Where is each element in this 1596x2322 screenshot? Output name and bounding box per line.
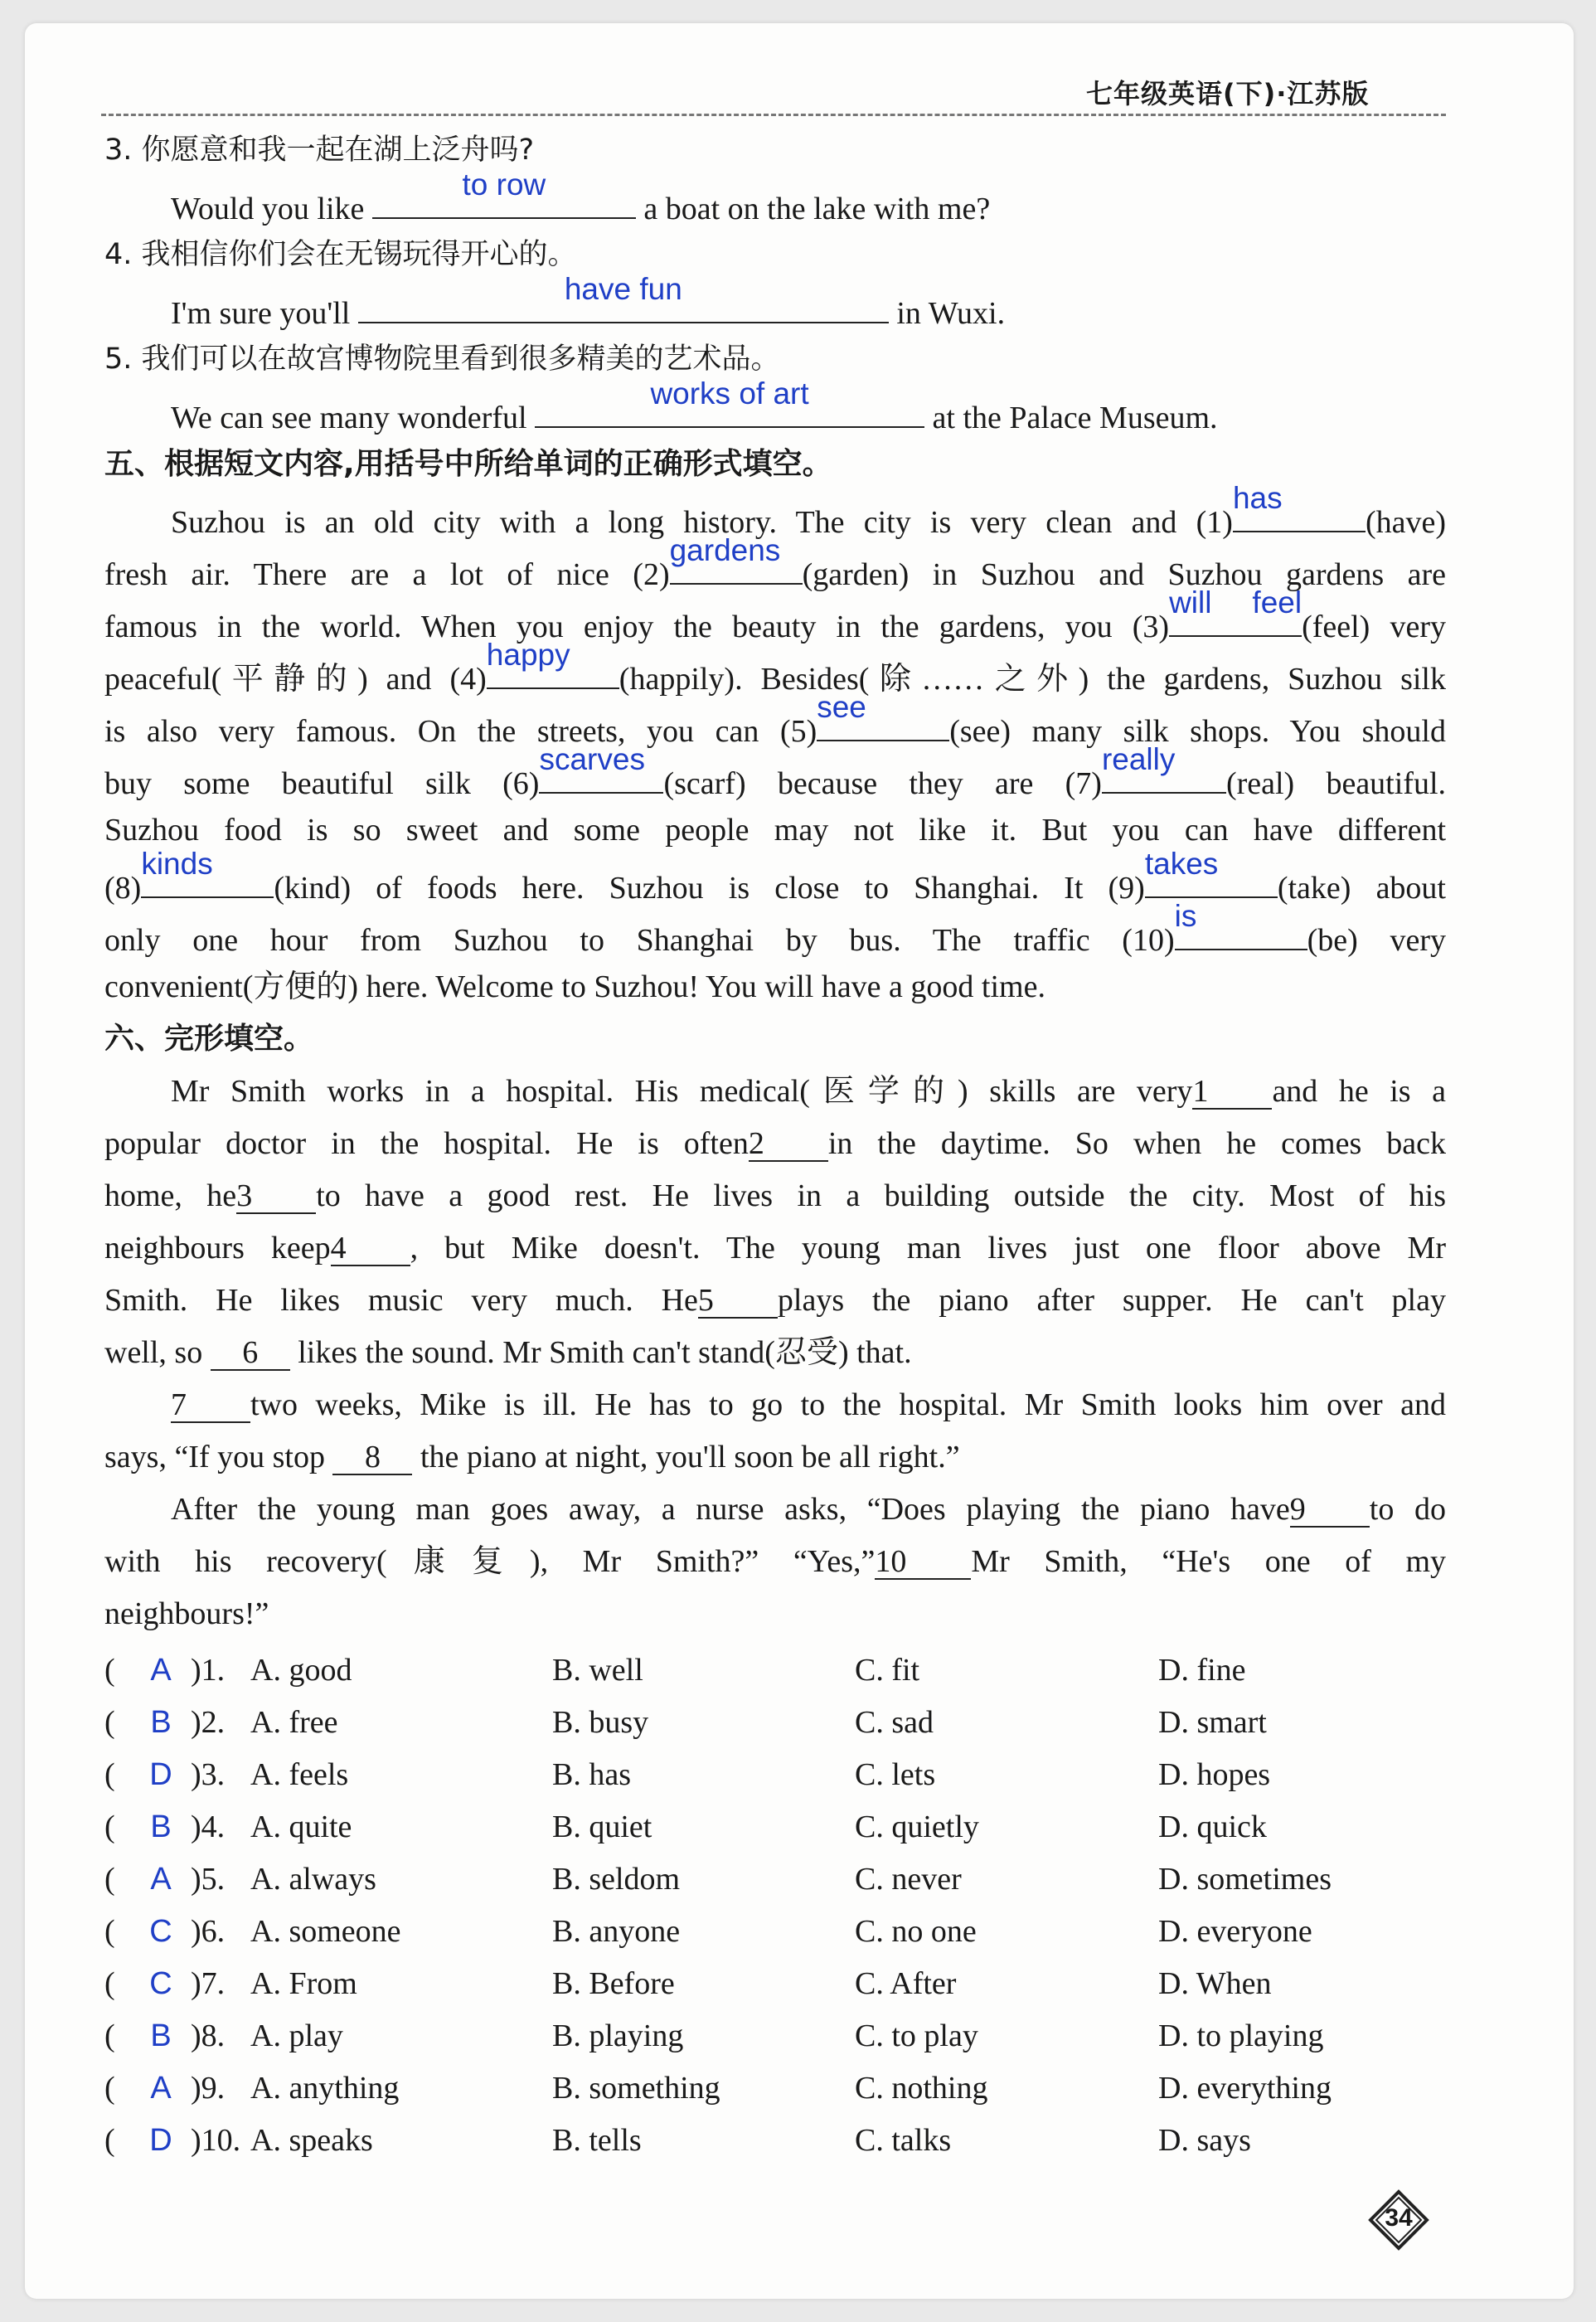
answer-choice[interactable]: A (150, 1653, 172, 1688)
passage-line: (8) kinds (kind) of foods here. Suzhou is close to Shanghai. It (9) takes (take) about (104, 847, 1446, 906)
answer-blank[interactable] (372, 168, 636, 219)
option-c[interactable]: C. talks (855, 2123, 952, 2158)
option-d[interactable]: D. everyone (1158, 1914, 1312, 1949)
option-b[interactable]: B. something (552, 2071, 720, 2106)
translation-item-4-english: I'm sure you'll have fun in Wuxi. (171, 272, 1006, 331)
translation-item-4-chinese: 4. 我相信你们会在无锡玩得开心的。 (104, 238, 577, 271)
option-d[interactable]: D. everything (1158, 2071, 1332, 2106)
option-b[interactable]: B. busy (552, 1705, 649, 1740)
cloze-line: says, “If you stop 8 the piano at night, you'll soon be all right.” (104, 1440, 960, 1474)
option-a[interactable]: A. always (250, 1862, 376, 1897)
option-a[interactable]: A. feels (250, 1757, 349, 1792)
cloze-blank[interactable]: 7 (171, 1388, 250, 1423)
question-number: )6. (191, 1914, 226, 1949)
answer-choice[interactable]: A (150, 1862, 172, 1897)
choice-row-4 (104, 1807, 1446, 1847)
option-b[interactable]: B. seldom (552, 1862, 681, 1897)
option-c[interactable]: C. fit (855, 1653, 920, 1688)
answer-text: gardens (669, 533, 781, 567)
paren-open: ( (104, 1653, 115, 1688)
answer-text: see (817, 690, 866, 724)
choice-row-8 (104, 2016, 1446, 2056)
paren-open: ( (104, 2123, 115, 2158)
page-number-badge (1368, 2189, 1429, 2251)
option-a[interactable]: A. good (250, 1653, 352, 1688)
answer-text: kinds (141, 847, 213, 881)
answer-choice[interactable]: D (149, 1757, 172, 1792)
cloze-blank[interactable]: 9 (1290, 1493, 1370, 1528)
passage-line: Suzhou is an old city with a long history. The city is very clean and (1) has (have) (171, 481, 1446, 540)
option-d[interactable]: D. When (1158, 1966, 1272, 2001)
question-number: )9. (191, 2071, 226, 2106)
paren-open: ( (104, 1810, 115, 1844)
paren-open: ( (104, 1862, 115, 1897)
section-6-title: 六、完形填空。 (104, 1022, 314, 1056)
page-number: 34 (1385, 2204, 1413, 2232)
option-b[interactable]: B. has (552, 1757, 631, 1792)
choice-row-5 (104, 1859, 1446, 1899)
answer-blank[interactable] (141, 847, 274, 898)
answer-blank[interactable] (1144, 847, 1278, 898)
answer-blank[interactable] (539, 742, 663, 794)
option-d[interactable]: D. hopes (1158, 1757, 1271, 1792)
option-b[interactable]: B. playing (552, 2018, 684, 2053)
answer-text: to row (462, 168, 546, 202)
choice-row-1 (104, 1650, 1446, 1690)
option-b[interactable]: B. quiet (552, 1810, 652, 1844)
paren-open: ( (104, 1705, 115, 1740)
answer-blank[interactable] (1101, 742, 1226, 794)
option-b[interactable]: B. anyone (552, 1914, 681, 1949)
answer-text: works of art (650, 376, 809, 410)
option-a[interactable]: A. From (250, 1966, 357, 2001)
cloze-line: home, he3 to have a good rest. He lives in a building outside the city. Most of his (104, 1178, 1446, 1213)
answer-choice[interactable]: B (150, 2018, 172, 2053)
option-d[interactable]: D. to playing (1158, 2018, 1324, 2053)
option-d[interactable]: D. says (1158, 2123, 1251, 2158)
choice-row-10 (104, 2120, 1446, 2160)
option-c[interactable]: C. nothing (855, 2071, 988, 2106)
cloze-line: neighbours keep4 , but Mike doesn't. The young man lives just one floor above Mr (104, 1231, 1446, 1265)
passage-line: is also very famous. On the streets, you can (5) see (see) many silk shops. You should (104, 690, 1446, 749)
option-c[interactable]: C. quietly (855, 1810, 979, 1844)
paren-open: ( (104, 1966, 115, 2001)
option-a[interactable]: A. free (250, 1705, 338, 1740)
question-number: )3. (191, 1757, 226, 1792)
choice-row-7 (104, 1964, 1446, 2004)
cloze-blank[interactable]: 5 (698, 1284, 778, 1319)
option-c[interactable]: C. After (855, 1966, 957, 2001)
page-header-title: 七年级英语(下)·江苏版 (1086, 78, 1370, 109)
option-a[interactable]: A. anything (250, 2071, 400, 2106)
choice-row-3 (104, 1755, 1446, 1795)
answer-blank[interactable] (535, 376, 924, 428)
answer-choice[interactable]: C (149, 1914, 172, 1949)
cloze-line: well, so 6 likes the sound. Mr Smith can't stand(忍受) that. (104, 1335, 912, 1370)
question-number: )4. (191, 1810, 226, 1844)
paren-open: ( (104, 1757, 115, 1792)
cloze-line: Mr Smith works in a hospital. His medical(医学的) skills are very1 and he is a (171, 1074, 1446, 1109)
option-c[interactable]: C. to play (855, 2018, 978, 2053)
question-number: )2. (191, 1705, 226, 1740)
passage-line: convenient(方便的) here. Welcome to Suzhou! You will have a good time. (104, 969, 1045, 1004)
question-number: )10. (191, 2123, 241, 2158)
cloze-line: neighbours!” (104, 1596, 269, 1631)
answer-text: will feel (1169, 585, 1303, 619)
cloze-blank[interactable]: 3 (236, 1179, 316, 1214)
option-a[interactable]: A. someone (250, 1914, 401, 1949)
answer-blank[interactable] (486, 638, 619, 689)
passage-line: fresh air. There are a lot of nice (2) gardens (garden) in Suzhou and Suzhou gardens are (104, 533, 1446, 592)
passage-line: only one hour from Suzhou to Shanghai by bus. The traffic (10) is (be) very (104, 899, 1446, 958)
answer-text: is (1174, 899, 1197, 933)
option-a[interactable]: A. speaks (250, 2123, 373, 2158)
choice-row-6 (104, 1912, 1446, 1951)
cloze-line: Smith. He likes music very much. He5 plays the piano after supper. He can't play (104, 1283, 1446, 1318)
option-c[interactable]: C. never (855, 1862, 962, 1897)
passage-line: Suzhou food is so sweet and some people may not like it. But you can have different (104, 813, 1446, 848)
answer-blank[interactable] (1174, 899, 1307, 950)
option-c[interactable]: C. lets (855, 1757, 936, 1792)
answer-text: happy (486, 638, 570, 672)
answer-choice[interactable]: C (149, 1966, 172, 2001)
answer-choice[interactable]: B (150, 1810, 172, 1844)
translation-item-3-english: Would you like to row a boat on the lake with me? (171, 168, 991, 226)
choice-row-9 (104, 2068, 1446, 2108)
option-d[interactable]: D. quick (1158, 1810, 1267, 1844)
cloze-blank[interactable]: 2 (749, 1127, 828, 1162)
answer-text: scarves (539, 742, 645, 776)
translation-item-5-chinese: 5. 我们可以在故宫博物院里看到很多精美的艺术品。 (104, 342, 780, 376)
translation-item-5-english: We can see many wonderful works of art at the Palace Museum. (171, 376, 1218, 435)
choice-row-2 (104, 1703, 1446, 1742)
header-divider (101, 114, 1446, 116)
question-number: )1. (191, 1653, 226, 1688)
cloze-line: After the young man goes away, a nurse asks, “Does playing the piano have9 to do (171, 1492, 1446, 1527)
translation-item-3-chinese: 3. 你愿意和我一起在湖上泛舟吗? (104, 134, 535, 167)
question-number: )8. (191, 2018, 226, 2053)
passage-line: peaceful(平静的) and (4) happy (happily). Besides(除……之外) the gardens, Suzhou silk (104, 638, 1446, 697)
option-a[interactable]: A. quite (250, 1810, 352, 1844)
paren-open: ( (104, 1914, 115, 1949)
answer-choice[interactable]: D (149, 2123, 172, 2158)
option-c[interactable]: C. sad (855, 1705, 934, 1740)
option-b[interactable]: B. tells (552, 2123, 642, 2158)
cloze-blank[interactable]: 4 (331, 1231, 410, 1266)
option-a[interactable]: A. play (250, 2018, 343, 2053)
cloze-blank[interactable]: 6 (211, 1336, 290, 1371)
answer-text: really (1101, 742, 1176, 776)
cloze-line: popular doctor in the hospital. He is often2 in the daytime. So when he comes back (104, 1126, 1446, 1161)
passage-line: famous in the world. When you enjoy the beauty in the gardens, you (3) will feel (feel) very (104, 585, 1446, 644)
cloze-blank[interactable]: 8 (332, 1440, 412, 1475)
cloze-line: with his recovery(康复), Mr Smith?” “Yes,”10 Mr Smith, “He's one of my (104, 1544, 1446, 1579)
question-number: )7. (191, 1966, 226, 2001)
passage-line: buy some beautiful silk (6) scarves (scarf) because they are (7) really (real) beautiful. (104, 742, 1447, 801)
paren-open: ( (104, 2071, 115, 2106)
answer-blank[interactable] (1169, 585, 1303, 637)
answer-choice[interactable]: B (150, 1705, 172, 1740)
answer-text: have fun (564, 272, 682, 306)
answer-choice[interactable]: A (150, 2071, 172, 2106)
question-number: )5. (191, 1862, 226, 1897)
option-d[interactable]: D. fine (1158, 1653, 1246, 1688)
option-d[interactable]: D. smart (1158, 1705, 1267, 1740)
cloze-blank[interactable]: 10 (875, 1545, 971, 1580)
answer-text: has (1232, 481, 1283, 515)
answer-blank[interactable] (817, 690, 949, 741)
section-5-title: 五、根据短文内容,用括号中所给单词的正确形式填空。 (104, 447, 832, 481)
cloze-blank[interactable]: 1 (1192, 1075, 1272, 1110)
paren-open: ( (104, 2018, 115, 2053)
option-b[interactable]: B. well (552, 1653, 643, 1688)
answer-text: takes (1144, 847, 1219, 881)
answer-blank[interactable] (1232, 481, 1366, 532)
cloze-line: 7 two weeks, Mike is ill. He has to go to the hospital. Mr Smith looks him over and (171, 1387, 1446, 1422)
option-b[interactable]: B. Before (552, 1966, 675, 2001)
option-d[interactable]: D. sometimes (1158, 1862, 1332, 1897)
option-c[interactable]: C. no one (855, 1914, 977, 1949)
answer-blank[interactable] (669, 533, 803, 585)
